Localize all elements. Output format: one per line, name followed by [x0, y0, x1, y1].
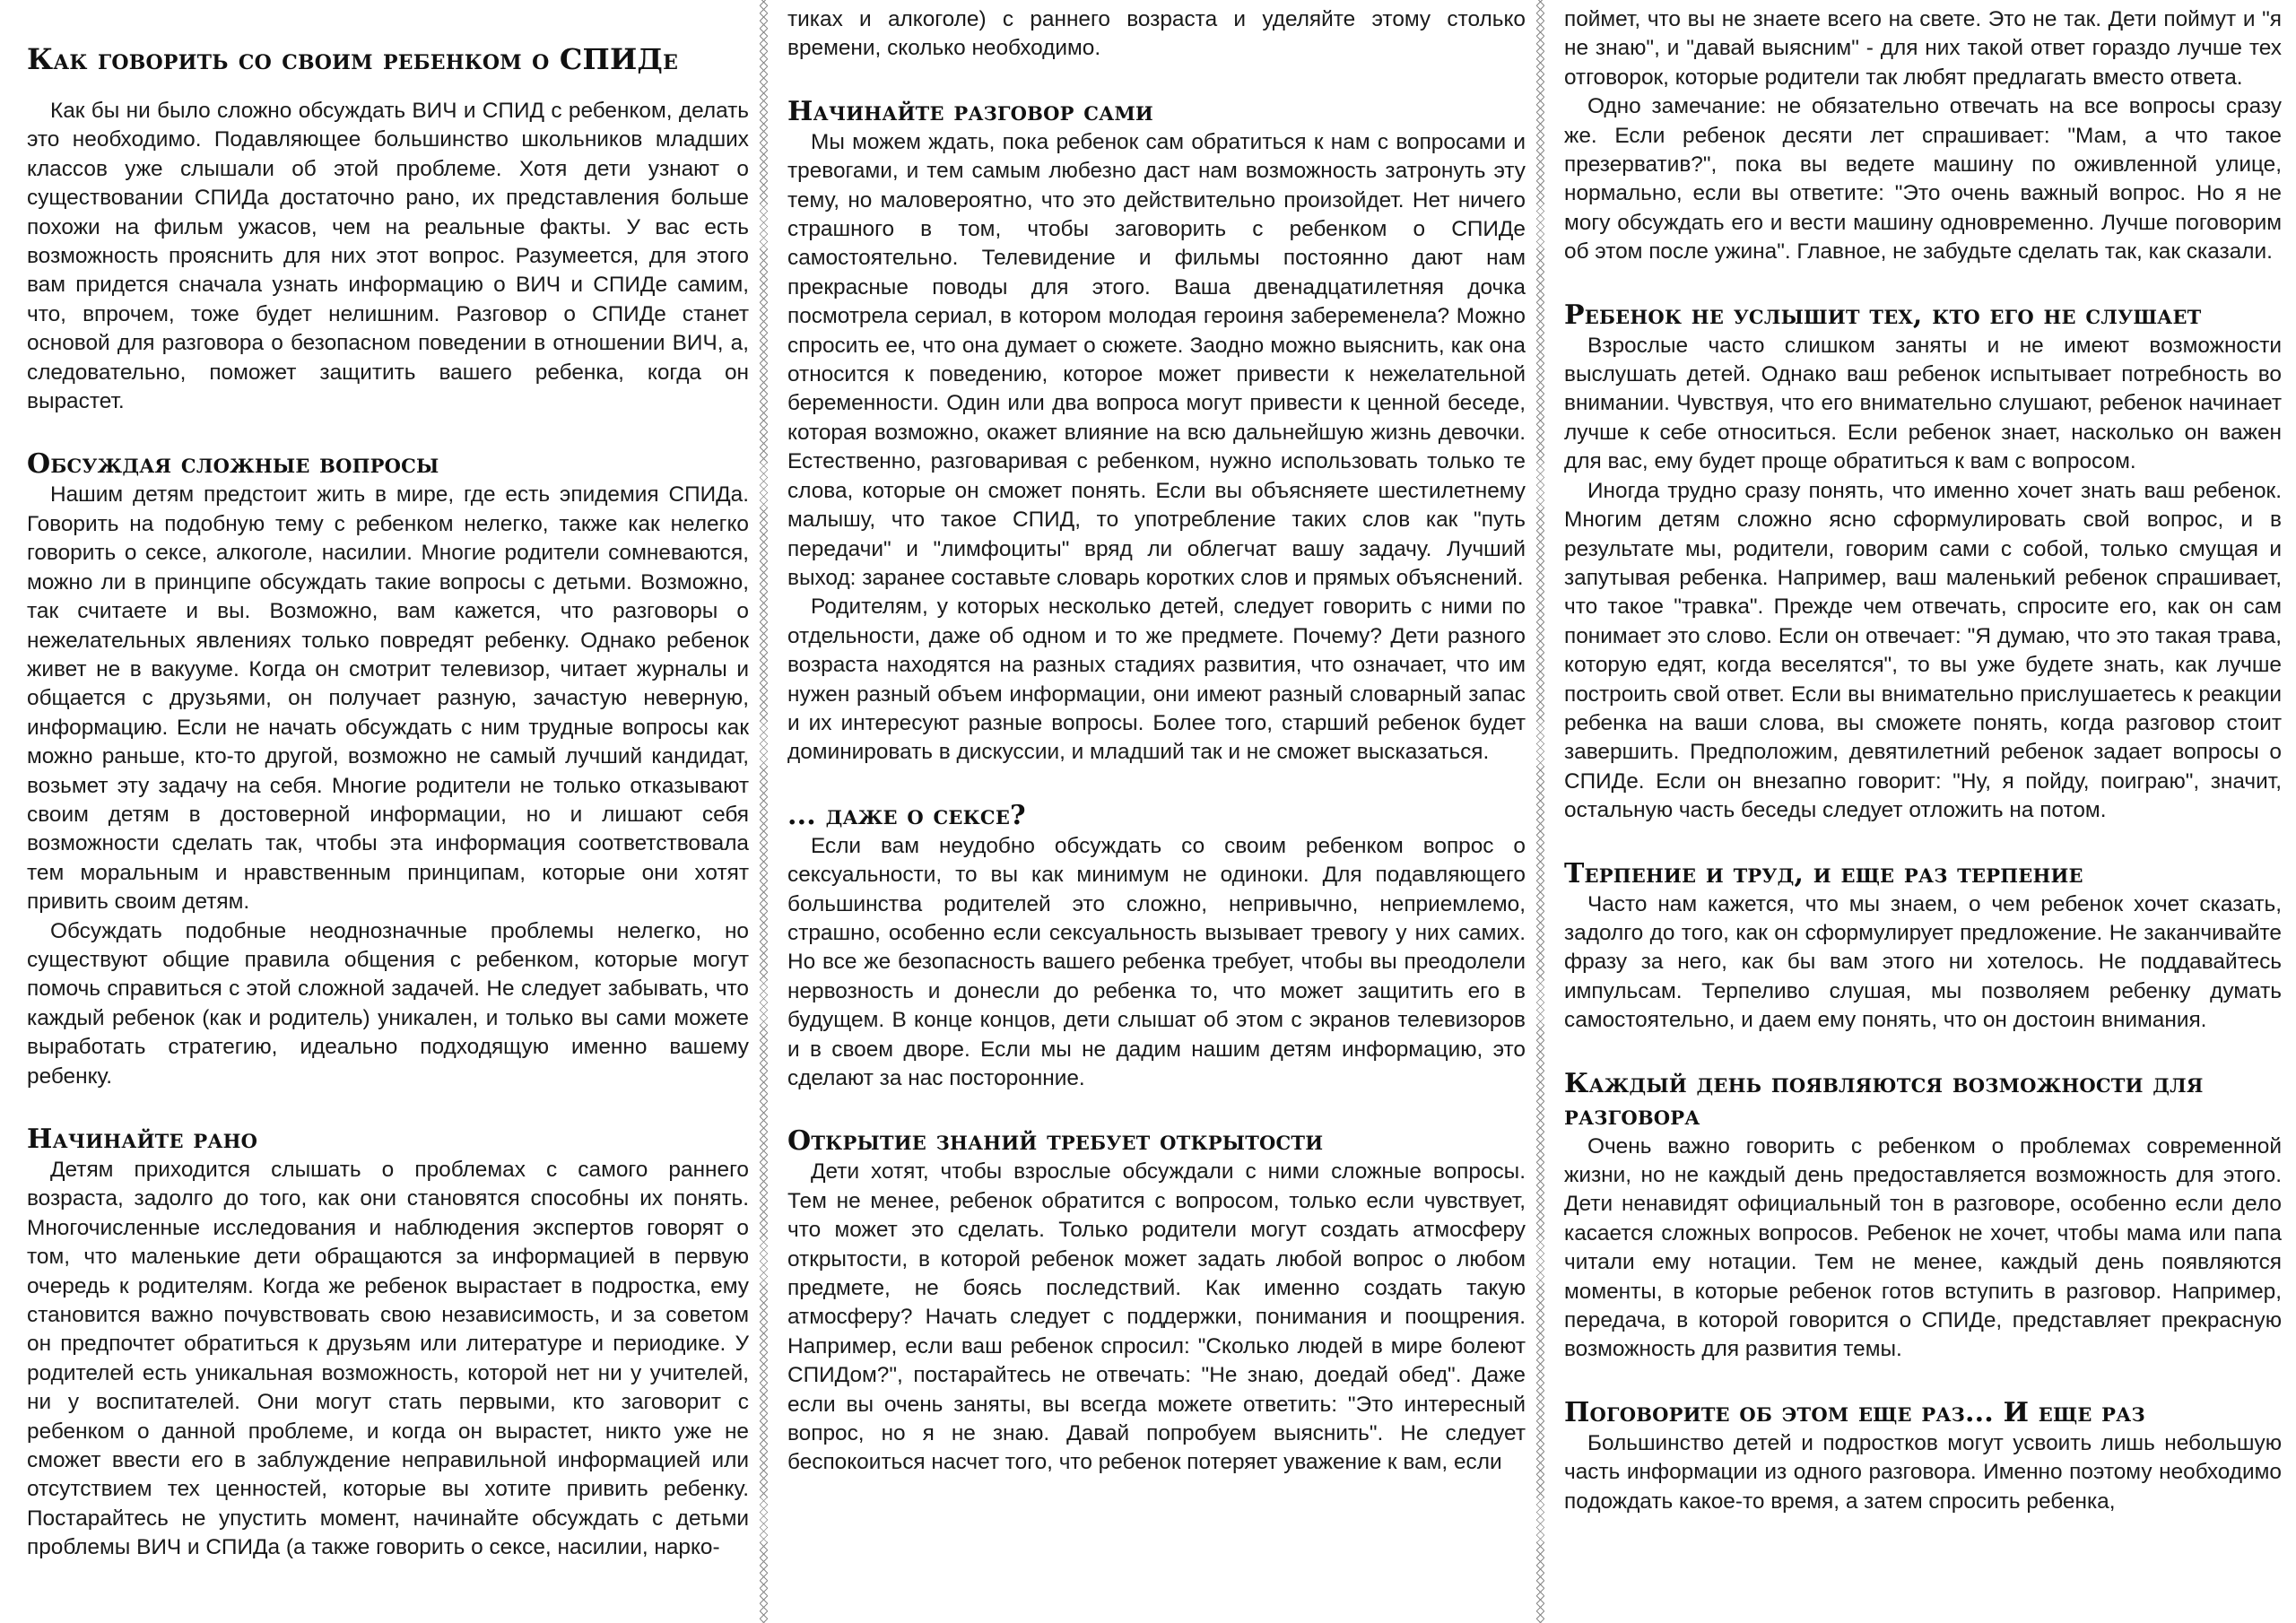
section-heading: Каждый день появляются возможности для разговора [1564, 1067, 2204, 1132]
section-heading: Начинайте рано [27, 1124, 258, 1155]
column-2 [787, 5, 1526, 1478]
paragraph: Детям приходится слышать о проблемах с самого раннего возраста, задолго до того, как они становятся способны их понять. Многочисленные исследования и наблюдения экспертов говорят о том, что маленькие дети обращаются за информацией в первую очередь к родителям. Когда же ребенок вырастает в подростка, ему становится важно почувствовать свою независимость, и за советом он предпочтет обратиться к друзьям или литературе и периодике. У родителей есть уникальная возможность, которой нет ни у учителей, ни у воспитателей. Они могут стать первыми, кто заговорит с ребенком о данной проблеме, и когда он вырастет, никто уже не сможет ввести его в заблуждение неправильной информацией или отсутствием тех ценностей, которые вы хотите привить ребенку. Постарайтесь не упустить момент, начинайте обсуждать с детьми проблемы ВИЧ и СПИДа (а также говорить о сексе, насилии, нарко- [27, 1158, 749, 1560]
paragraph-continued: поймет, что вы не знаете всего на свете. Это не так. Дети поймут и "я не знаю", и "давай выясним" - для них такой ответ гораздо лучше тех отговорок, которые родители так любят предлагать вместо ответа. [1564, 7, 2282, 90]
section-heading: Поговорите об этом еще раз... И еще раз [1564, 1396, 2145, 1428]
paragraph: Иногда трудно сразу понять, что именно хочет знать ваш ребенок. Многим детям сложно ясно сформулировать свой вопрос, и в результате мы, родители, говорим сами с собой, только смущая и запутывая ребенка. Например, ваш маленький ребенок спрашивает, что такое "травка". Прежде чем отвечать, спросите его, как он сам понимает это слово. Если он отвечает: "Я думаю, что это такая трава, которую едят, когда веселятся", то вы уже будете знать, как лучше построить свой ответ. Если вы внимательно прислушаетесь к реакции ребенка на ваши слова, вы сможете понять, когда разговор стоит завершить. Предположим, девятилетний ребенок задает вопросы о СПИДе. Если он внезапно говорит: "Ну, я пойду, поиграю", значит, остальную часть беседы следует отложить на потом. [1564, 478, 2282, 823]
column-divider [1536, 0, 1544, 1623]
paragraph: Очень важно говорить с ребенком о проблемах современной жизни, но не каждый день предоставляется возможность для этого. Дети ненавидят официальный тон в разговоре, особенно если дело касается сложных вопросов. Ребенок не хочет, чтобы мама или папа читали ему нотации. Тем не менее, каждый день появляются моменты, в которые ребенок готов вступить в разговор. Например, передача, в которой говорится о СПИДе, представляет прекрасную возможность для развития темы. [1564, 1133, 2282, 1362]
paragraph: Мы можем ждать, пока ребенок сам обратиться к нам с вопросами и тревогами, и тем самым любезно даст нам возможность затронуть эту тему, но маловероятно, что это действительно произойдет. Нет ничего страшного в том, чтобы заговорить с ребенком о СПИДе самостоятельно. Телевидение и фильмы постоянно дают нам прекрасные поводы для этого. Ваша двенадцатилетняя дочка посмотрела сериал, в котором молодая героиня забеременела? Можно спросить ее, что она думает о сюжете. Заодно можно выяснить, как она относится к поведению, которое может привести к нежелательной беременности. Один или два вопроса могут привести к ценной беседе, которая возможно, окажет влияние на всю дальнейшую жизнь девочки. Естественно, разговаривая с ребенком, нужно использовать только те слова, которые он сможет понять. Если вы объясняете шестилетнему малышу, что такое СПИД, то употребление таких слов как "путь передачи" и "лимфоциты" вряд ли облегчат вашу задачу. Лучший выход: заранее составьте словарь коротких слов и прямых объяснений. [787, 129, 1526, 590]
column-divider [760, 0, 768, 1623]
paragraph: Родителям, у которых несколько детей, следует говорить с ними по отдельности, даже об одном и то же предмете. Почему? Дети разного возраста находятся на разных стадиях развития, что означает, что им нужен разный объем информации, они имеют разный словарный запас и их интересуют разные вопросы. Более того, старший ребенок будет доминировать в дискуссии, и младший так и не сможет высказаться. [787, 595, 1526, 765]
paragraph: Часто нам кажется, что мы знаем, о чем ребенок хочет сказать, задолго до того, как он сформулирует предложение. Не заканчивайте фразу за него, как бы вам этого ни хотелось. Не поддавайтесь импульсам. Терпеливо слушая, мы позволяем ребенку думать самостоятельно, и даем ему понять, что он достоин внимания. [1564, 891, 2282, 1033]
paragraph: Одно замечание: не обязательно отвечать на все вопросы сразу же. Если ребенок десяти лет спрашивает: "Мам, а что такое презерватив?", пока вы ведете машину по оживленной улице, нормально, если вы ответите: "Это очень важный вопрос. Но я не могу обсуждать его и вести машину одновременно. Лучше поговорим об этом после ужина". Главное, не забудьте сделать так, как сказали. [1564, 94, 2282, 265]
paragraph: Большинство детей и подростков могут усвоить лишь небольшую часть информации из одного разговора. Именно поэтому необходимо подождать какое-то время, а затем спросить ребенка, [1564, 1430, 2282, 1514]
section-heading: Терпение и труд, и еще раз терпение [1564, 857, 2083, 890]
paragraph: Дети хотят, чтобы взрослые обсуждали с ними сложные вопросы. Тем не менее, ребенок обратится с вопросом, только если чувствует, что может это сделать. Только родители могут создать атмосферу открытости, в которой ребенок может задать любой вопрос о любом предмете, не боясь последствий. Как именно создать такую атмосферу? Начать следует с поддержки, понимания и поощрения. Например, если ваш ребенок спросил: "Сколько людей в мире болеют СПИДом?", постарайтесь не отвечать: "Не знаю, доедай обед". Даже если вы очень заняты, вы всегда можете ответить: "Это интересный вопрос, но я не знаю. Давай попробуем выяснить". Не следует беспокоиться насчет того, что ребенок потеряет уважение к вам, если [787, 1159, 1526, 1475]
section-heading: ... даже о сексе? [787, 799, 1026, 831]
column-3 [1564, 5, 2282, 1516]
section-heading: Обсуждая сложные вопросы [27, 448, 439, 481]
column-1 [27, 25, 749, 1563]
paragraph-continued: тиках и алкоголе) с раннего возраста и уделяйте этому столько времени, сколько необходимо. [787, 7, 1526, 61]
paragraph: Если вам неудобно обсуждать со своим ребенком вопрос о сексуальности, то вы как минимум не одиноки. Для подавляющего большинства родителей это сложно, непривычно, неприемлемо, страшно, особенно если сексуальность вызывает тревогу у них самих. Но все же безопасность вашего ребенка требует, чтобы вы преодолели нервозность и донесли до ребенка то, что может защитить его в будущем. В конце концов, дети слышат об этом с экранов телевизоров и в своем дворе. Если мы не дадим нашим детям информацию, это сделают за нас посторонние. [787, 833, 1526, 1090]
section-heading: Начинайте разговор сами [787, 95, 1153, 127]
paragraph: Как бы ни было сложно обсуждать ВИЧ и СПИД с ребенком, делать это необходимо. Подавляющее большинство школьников младших классов уже слышали об этой проблеме. Хотя дети узнают о существовании СПИДа достаточно рано, их представления больше похожи на фильм ужасов, чем на реальные факты. У вас есть возможность прояснить для них этот вопрос. Разумеется, для этого вам придется сначала узнать информацию о ВИЧ и СПИДе самим, что, впрочем, тоже будет нелишним. Разговор о СПИДе станет основой для разговора о безопасном поведении в отношении ВИЧ, а, следовательно, поможет защитить вашего ребенка, когда он вырастет. [27, 99, 749, 414]
article-title: Как говорить со своим ребенком о СПИДе [27, 42, 679, 76]
section-heading: Ребенок не услышит тех, кто его не слушает [1564, 299, 2202, 331]
paragraph: Нашим детям предстоит жить в мире, где есть эпидемия СПИДа. Говорить на подобную тему с ребенком нелегко, также как нелегко говорить о сексе, алкоголе, насилии. Многие родители сомневаются, можно ли в принципе обсуждать такие вопросы с детьми. Возможно, так считаете и вы. Возможно, вам кажется, что разговоры о нежелательных явлениях только повредят ребенку. Однако ребенок живет не в вакууме. Когда он смотрит телевизор, читает журналы и общается с друзьями, он получает разную, зачастую неверную, информацию. Если не начать обсуждать с ним трудные вопросы как можно раньше, кто-то другой, возможно не самый лучший кандидат, возьмет эту задачу на себя. Многие родители не только отказывают своим детям в достоверной информации, но и лишают себя возможности сделать так, чтобы эта информация соответствовала тем моральным и нравственным принципам, которые они хотят привить своим детям. [27, 482, 749, 915]
paragraph: Обсуждать подобные неоднозначные проблемы нелегко, но существуют общие правила общения с ребенком, которые могут помочь справиться с этой сложной задачей. Не следует забывать, что каждый ребенок (как и родитель) уникален, и только вы сами можете выработать стратегию, идеально подходящую именно вашему ребенку. [27, 918, 749, 1089]
section-heading: Открытие знаний требует открытости [787, 1125, 1324, 1158]
paragraph: Взрослые часто слишком заняты и не имеют возможности выслушать детей. Однако ваш ребенок испытывает потребность во внимании. Чувствуя, что его внимательно слушают, ребенок начинает лучше к себе относиться. Если ребенок знает, насколько он важен для вас, ему будет проще обратиться к вам с вопросом. [1564, 333, 2282, 474]
